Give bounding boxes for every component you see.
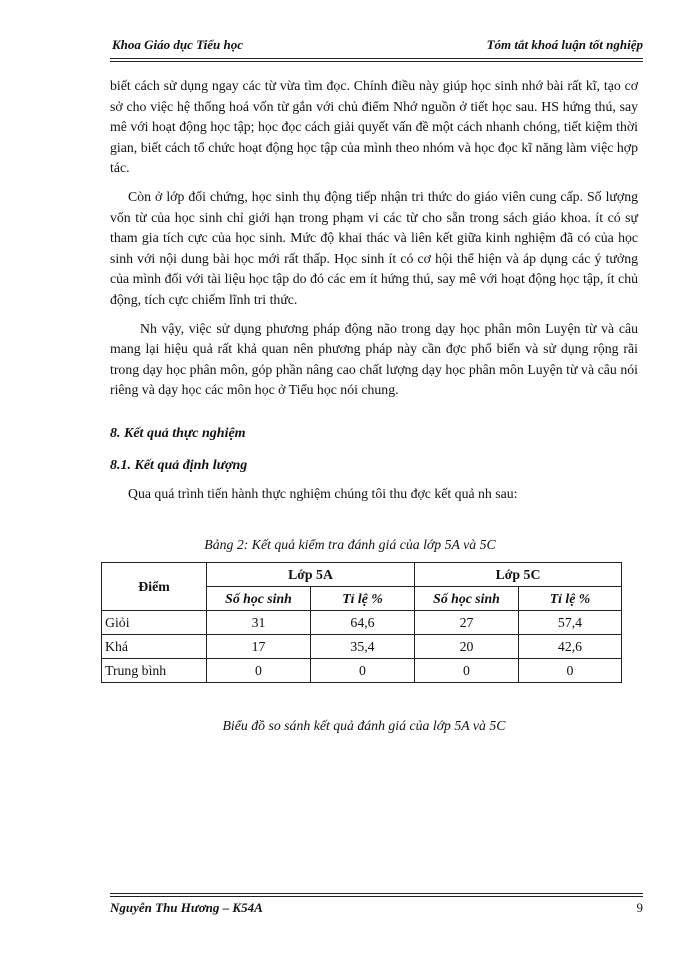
cell: 42,6 [519, 635, 622, 659]
paragraph-2: Còn ở lớp đối chứng, học sinh thụ động tiếp nhận tri thức do giáo viên cung cấp. Số lượng vốn từ của học sinh chỉ giới hạn trong phạm vi các từ cho sẵn trong sách giáo khoa. ít có sự tham gia tích cực của học sinh. Mức độ khai thác và liên kết giữa kinh nghiệm đã có của học sinh với nội dung bài học mới rất thấp. Học sinh ít có cơ hội thể hiện và áp dụng các ý tưởng của mình đối với tài liệu học tập do đó các em ít hứng thú, say mê với hoạt động học tập, ít chủ động, tích cực chiếm lĩnh tri thức. [110, 188, 638, 307]
col-header-grade: Điểm [102, 563, 207, 611]
cell: 0 [311, 659, 415, 683]
subcol-rate-5c: Tỉ lệ % [519, 587, 622, 611]
table-row [102, 659, 622, 683]
chart-caption: Biểu đồ so sánh kết quả đánh giá của lớp 5A và 5C [222, 718, 506, 733]
row-label: Giỏi [102, 611, 207, 635]
table-header-row [102, 563, 622, 587]
group-header-5c: Lớp 5C [415, 563, 622, 587]
paragraph-1: biết cách sử dụng ngay các từ vừa tìm đọc. Chính điều này giúp học sinh nhớ bài rất kĩ, tạo cơ sở cho việc hệ thống hoá vốn từ gắn với chủ điểm Nhớ nguồn ở tiết học sau. HS hứng thú, say mê với hoạt động học tập; học đọc cách giải quyết vấn đề một cách nhanh chóng, tiết kiệm thời gian, biết cách tổ chức hoạt động học tập của mình theo nhóm và học đọc kĩ năng làm việc hợp tác. [110, 78, 638, 176]
group-header-5a: Lớp 5A [207, 563, 415, 587]
cell: 20 [415, 635, 519, 659]
header-right: Tóm tắt khoá luận tốt nghiệp [486, 37, 643, 52]
header-rule [110, 58, 643, 59]
table-row [102, 635, 622, 659]
row-label: Trung bình [102, 659, 207, 683]
subcol-rate-5a: Tỉ lệ % [311, 587, 415, 611]
cell: 17 [207, 635, 311, 659]
cell: 0 [207, 659, 311, 683]
footer-author: Nguyễn Thu Hương – K54A [110, 900, 263, 915]
header-left: Khoa Giáo dục Tiểu học [112, 37, 243, 52]
results-table [101, 562, 622, 683]
footer-rule [110, 896, 643, 897]
table-caption: Bảng 2: Kết quả kiểm tra đánh giá của lớp 5A và 5C [204, 537, 496, 552]
subcol-count-5c: Số học sinh [415, 587, 519, 611]
header-rule-thin [110, 61, 643, 62]
footer-rule-thin [110, 893, 643, 894]
cell: 31 [207, 611, 311, 635]
section-heading: 8. Kết quả thực nghiệm [110, 426, 246, 441]
row-label: Khá [102, 635, 207, 659]
cell: 27 [415, 611, 519, 635]
table-row [102, 611, 622, 635]
paragraph-3: Nh vậy, việc sử dụng phương pháp động não trong dạy học phân môn Luyện từ và câu mang lại hiệu quả rất khả quan nên phương pháp này cần đợc phổ biến và sử dụng rộng rãi trong dạy học phân môn, góp phần nâng cao chất lượng dạy học phân môn Luyện từ và câu nói riêng và dạy học các môn học ở Tiểu học nói chung. [110, 320, 638, 398]
cell: 64,6 [311, 611, 415, 635]
results-intro: Qua quá trình tiến hành thực nghiệm chúng tôi thu đợc kết quả nh sau: [128, 486, 518, 501]
body-text [110, 76, 638, 409]
subcol-count-5a: Số học sinh [207, 587, 311, 611]
page-number: 9 [636, 900, 643, 915]
cell: 57,4 [519, 611, 622, 635]
page-header [112, 37, 643, 57]
cell: 35,4 [311, 635, 415, 659]
subsection-heading: 8.1. Kết quả định lượng [110, 458, 248, 473]
cell: 0 [415, 659, 519, 683]
cell: 0 [519, 659, 622, 683]
